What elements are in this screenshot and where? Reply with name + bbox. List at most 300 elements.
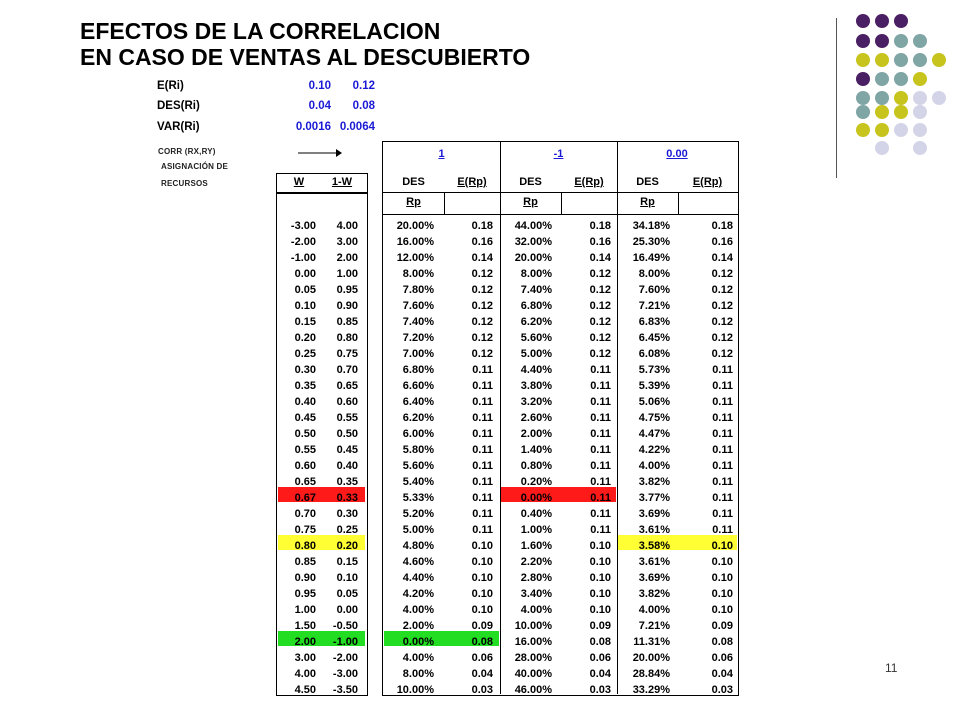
cell-erp-corr-pos: 0.11	[472, 412, 493, 424]
cell-des-corr-pos: 4.00%	[402, 604, 434, 616]
param-label: VAR(Ri)	[157, 121, 200, 133]
cell-des-corr-pos: 6.20%	[402, 412, 434, 424]
decorative-dot	[913, 123, 927, 137]
cell-erp-corr-zero: 0.10	[711, 572, 733, 584]
cell-1-minus-w: 0.55	[336, 412, 358, 424]
cell-erp-corr-zero: 0.10	[711, 588, 733, 600]
cell-1-minus-w: 0.45	[336, 444, 358, 456]
cell-erp-corr-zero: 0.12	[711, 268, 733, 280]
column-divider	[678, 192, 679, 214]
cell-erp-corr-pos: 0.10	[471, 572, 493, 584]
cell-erp-corr-pos: 0.18	[471, 220, 493, 232]
cell-des-corr-neg: 1.00%	[520, 524, 552, 536]
cell-des-corr-zero: 11.31%	[633, 636, 670, 648]
decorative-dot	[856, 72, 870, 86]
cell-des-corr-pos: 7.00%	[402, 348, 434, 360]
cell-erp-corr-zero: 0.11	[712, 380, 733, 392]
cell-erp-corr-pos: 0.11	[472, 364, 493, 376]
cell-erp-corr-neg: 0.10	[589, 556, 611, 568]
cell-w: 1.00	[294, 604, 316, 616]
cell-erp-corr-neg: 0.11	[590, 476, 611, 488]
param-row	[157, 121, 377, 137]
cell-erp-corr-pos: 0.11	[472, 460, 493, 472]
cell-erp-corr-neg: 0.12	[589, 268, 611, 280]
cell-erp-corr-zero: 0.06	[711, 652, 733, 664]
cell-erp-corr-pos: 0.08	[471, 636, 493, 648]
cell-des-corr-neg: 4.00%	[520, 604, 552, 616]
cell-des-corr-neg: 44.00%	[514, 220, 552, 232]
cell-1-minus-w: 0.95	[336, 284, 358, 296]
cell-1-minus-w: 1.00	[336, 268, 358, 280]
cell-1-minus-w: 0.05	[336, 588, 358, 600]
cell-des-corr-neg: 4.40%	[520, 364, 552, 376]
cell-des-corr-pos: 0.00%	[402, 636, 434, 648]
cell-erp-corr-neg: 0.18	[589, 220, 611, 232]
cell-des-corr-neg: 10.00%	[514, 620, 552, 632]
cell-w: 0.25	[294, 348, 316, 360]
cell-w: -2.00	[290, 236, 316, 248]
cell-des-corr-zero: 3.82%	[638, 476, 670, 488]
cell-des-corr-neg: 6.80%	[520, 300, 552, 312]
recursos-label: RECURSOS	[161, 179, 208, 188]
cell-erp-corr-zero: 0.10	[711, 540, 733, 552]
column-divider	[444, 192, 445, 214]
cell-des-corr-neg: 3.20%	[520, 396, 552, 408]
cell-1-minus-w: 0.00	[336, 604, 358, 616]
corr-label: CORR (RX,RY)	[158, 147, 216, 156]
cell-des-corr-zero: 25.30%	[632, 236, 670, 248]
header-rp: Rp	[523, 196, 538, 208]
decorative-dot	[932, 91, 946, 105]
decorative-dot	[856, 53, 870, 67]
cell-w: 1.50	[294, 620, 316, 632]
cell-erp-corr-pos: 0.10	[471, 604, 493, 616]
page-number: 11	[885, 661, 898, 675]
cell-des-corr-neg: 32.00%	[514, 236, 552, 248]
cell-1-minus-w: 4.00	[336, 220, 358, 232]
cell-erp-corr-pos: 0.12	[471, 316, 493, 328]
cell-w: 0.35	[294, 380, 316, 392]
header-des: DES	[519, 176, 542, 188]
cell-w: 0.80	[294, 540, 316, 552]
cell-erp-corr-neg: 0.10	[589, 588, 611, 600]
cell-w: 4.00	[294, 668, 316, 680]
param-value-y: 0.12	[352, 80, 375, 92]
cell-w: 0.40	[294, 396, 316, 408]
cell-1-minus-w: 0.15	[336, 556, 358, 568]
cell-des-corr-pos: 5.33%	[402, 492, 434, 504]
cell-w: 0.10	[294, 300, 316, 312]
cell-erp-corr-neg: 0.03	[589, 684, 611, 696]
decorative-dot	[856, 123, 870, 137]
cell-w: 2.00	[294, 636, 316, 648]
decorative-dot	[875, 14, 889, 28]
cell-des-corr-neg: 2.60%	[520, 412, 552, 424]
cell-w: 0.45	[294, 412, 316, 424]
corr-value-zero: 0.00	[666, 148, 688, 160]
decorative-dot	[875, 105, 889, 119]
cell-des-corr-zero: 3.77%	[638, 492, 670, 504]
param-label: E(Ri)	[157, 80, 184, 92]
cell-erp-corr-neg: 0.09	[589, 620, 611, 632]
cell-erp-corr-pos: 0.06	[471, 652, 493, 664]
param-value-x: 0.0016	[295, 121, 331, 133]
cell-1-minus-w: -2.00	[332, 652, 358, 664]
cell-w: 0.90	[294, 572, 316, 584]
cell-1-minus-w: 0.50	[336, 428, 358, 440]
cell-1-minus-w: 2.00	[336, 252, 358, 264]
cell-erp-corr-zero: 0.12	[711, 348, 733, 360]
cell-1-minus-w: -3.50	[332, 684, 358, 696]
cell-erp-corr-zero: 0.11	[712, 460, 733, 472]
cell-des-corr-neg: 7.40%	[520, 284, 552, 296]
cell-erp-corr-neg: 0.11	[590, 492, 611, 504]
cell-erp-corr-pos: 0.12	[471, 348, 493, 360]
cell-des-corr-pos: 4.00%	[402, 652, 434, 664]
asignacion-label: ASIGNACIÓN DE	[161, 162, 229, 171]
cell-erp-corr-zero: 0.12	[711, 300, 733, 312]
param-value-y: 0.0064	[339, 121, 375, 133]
decorative-dot	[875, 72, 889, 86]
cell-w: 4.50	[294, 684, 316, 696]
header-des: DES	[636, 176, 659, 188]
cell-des-corr-pos: 12.00%	[396, 252, 434, 264]
cell-des-corr-pos: 16.00%	[396, 236, 434, 248]
cell-erp-corr-zero: 0.12	[711, 316, 733, 328]
cell-erp-corr-neg: 0.10	[589, 604, 611, 616]
param-value-y: 0.08	[352, 100, 375, 112]
cell-des-corr-pos: 5.80%	[402, 444, 434, 456]
cell-erp-corr-zero: 0.09	[711, 620, 733, 632]
cell-des-corr-neg: 5.00%	[520, 348, 552, 360]
cell-des-corr-zero: 5.06%	[638, 396, 670, 408]
cell-w: 0.15	[294, 316, 316, 328]
cell-des-corr-pos: 4.60%	[402, 556, 434, 568]
cell-erp-corr-pos: 0.11	[472, 396, 493, 408]
cell-erp-corr-neg: 0.06	[589, 652, 611, 664]
cell-w: 0.50	[294, 428, 316, 440]
cell-erp-corr-zero: 0.16	[711, 236, 733, 248]
cell-erp-corr-neg: 0.16	[589, 236, 611, 248]
cell-des-corr-pos: 6.60%	[402, 380, 434, 392]
decorative-dot	[894, 91, 908, 105]
decorative-divider	[836, 18, 837, 178]
cell-des-corr-zero: 3.61%	[638, 556, 670, 568]
cell-erp-corr-neg: 0.11	[590, 364, 611, 376]
cell-erp-corr-neg: 0.14	[589, 252, 611, 264]
cell-des-corr-neg: 2.00%	[520, 428, 552, 440]
cell-erp-corr-neg: 0.04	[589, 668, 611, 680]
cell-des-corr-neg: 16.00%	[514, 636, 552, 648]
cell-erp-corr-pos: 0.11	[472, 428, 493, 440]
cell-erp-corr-zero: 0.11	[712, 396, 733, 408]
cell-erp-corr-pos: 0.10	[471, 540, 493, 552]
header-erp: E(Rp)	[692, 176, 723, 188]
decorative-dot	[913, 91, 927, 105]
cell-des-corr-zero: 5.73%	[638, 364, 670, 376]
cell-erp-corr-pos: 0.12	[471, 284, 493, 296]
cell-w: 0.75	[294, 524, 316, 536]
decorative-dot	[913, 141, 927, 155]
cell-1-minus-w: 0.25	[336, 524, 358, 536]
cell-1-minus-w: 0.65	[336, 380, 358, 392]
cell-erp-corr-zero: 0.18	[711, 220, 733, 232]
cell-des-corr-neg: 3.40%	[520, 588, 552, 600]
cell-w: 0.30	[294, 364, 316, 376]
decorative-dot	[894, 123, 908, 137]
cell-des-corr-zero: 4.22%	[638, 444, 670, 456]
cell-des-corr-zero: 7.21%	[638, 620, 670, 632]
cell-des-corr-neg: 0.20%	[520, 476, 552, 488]
cell-1-minus-w: -0.50	[332, 620, 358, 632]
cell-des-corr-pos: 6.40%	[402, 396, 434, 408]
cell-des-corr-neg: 0.00%	[520, 492, 552, 504]
param-label: DES(Ri)	[157, 100, 200, 112]
cell-des-corr-pos: 4.20%	[402, 588, 434, 600]
cell-erp-corr-neg: 0.12	[589, 348, 611, 360]
cell-erp-corr-zero: 0.11	[712, 524, 733, 536]
corr-value-negative: -1	[553, 148, 564, 160]
cell-des-corr-zero: 4.00%	[638, 460, 670, 472]
cell-des-corr-pos: 8.00%	[402, 268, 434, 280]
cell-w: 0.65	[294, 476, 316, 488]
cell-erp-corr-pos: 0.03	[471, 684, 493, 696]
cell-des-corr-zero: 3.69%	[638, 508, 670, 520]
cell-erp-corr-neg: 0.11	[590, 396, 611, 408]
decorative-dot	[856, 14, 870, 28]
cell-des-corr-neg: 5.60%	[520, 332, 552, 344]
cell-erp-corr-neg: 0.11	[590, 508, 611, 520]
param-row	[157, 100, 377, 116]
cell-erp-corr-zero: 0.11	[712, 508, 733, 520]
cell-des-corr-zero: 33.29%	[632, 684, 670, 696]
cell-1-minus-w: 0.60	[336, 396, 358, 408]
slide-title	[80, 18, 530, 70]
cell-erp-corr-pos: 0.11	[472, 492, 493, 504]
cell-1-minus-w: 0.33	[336, 492, 358, 504]
cell-des-corr-zero: 7.60%	[638, 284, 670, 296]
cell-erp-corr-neg: 0.12	[589, 300, 611, 312]
cell-des-corr-pos: 7.60%	[402, 300, 434, 312]
cell-des-corr-zero: 28.84%	[632, 668, 670, 680]
cell-w: -1.00	[290, 252, 316, 264]
cell-erp-corr-zero: 0.14	[711, 252, 733, 264]
decorative-dot	[875, 91, 889, 105]
cell-erp-corr-pos: 0.10	[471, 588, 493, 600]
cell-erp-corr-pos: 0.16	[471, 236, 493, 248]
cell-des-corr-zero: 6.45%	[638, 332, 670, 344]
cell-erp-corr-zero: 0.10	[711, 556, 733, 568]
cell-des-corr-zero: 20.00%	[632, 652, 670, 664]
cell-des-corr-pos: 6.00%	[402, 428, 434, 440]
cell-des-corr-neg: 20.00%	[514, 252, 552, 264]
cell-w: 0.05	[294, 284, 316, 296]
cell-erp-corr-neg: 0.11	[590, 460, 611, 472]
cell-erp-corr-neg: 0.11	[590, 428, 611, 440]
decorative-dot	[856, 34, 870, 48]
cell-des-corr-neg: 6.20%	[520, 316, 552, 328]
cell-w: 0.85	[294, 556, 316, 568]
cell-erp-corr-zero: 0.11	[712, 444, 733, 456]
cell-erp-corr-pos: 0.14	[471, 252, 493, 264]
cell-w: 0.00	[294, 268, 316, 280]
cell-erp-corr-pos: 0.12	[471, 300, 493, 312]
decorative-dot	[875, 141, 889, 155]
title-line-1: EFECTOS DE LA CORRELACION	[80, 18, 441, 44]
cell-w: 3.00	[294, 652, 316, 664]
cell-des-corr-pos: 7.40%	[402, 316, 434, 328]
header-erp: E(Rp)	[457, 176, 487, 188]
decorative-dot	[856, 91, 870, 105]
cell-1-minus-w: 0.75	[336, 348, 358, 360]
cell-1-minus-w: 0.20	[336, 540, 358, 552]
results-data-box	[382, 214, 739, 696]
cell-des-corr-neg: 28.00%	[514, 652, 552, 664]
cell-1-minus-w: 0.85	[336, 316, 358, 328]
cell-des-corr-pos: 7.80%	[402, 284, 434, 296]
cell-des-corr-zero: 3.82%	[638, 588, 670, 600]
cell-erp-corr-neg: 0.11	[590, 380, 611, 392]
cell-des-corr-pos: 6.80%	[402, 364, 434, 376]
cell-erp-corr-pos: 0.12	[471, 268, 493, 280]
cell-1-minus-w: -3.00	[332, 668, 358, 680]
cell-des-corr-zero: 3.69%	[638, 572, 670, 584]
cell-erp-corr-zero: 0.10	[711, 604, 733, 616]
cell-des-corr-zero: 5.39%	[638, 380, 670, 392]
cell-erp-corr-pos: 0.09	[471, 620, 493, 632]
cell-des-corr-pos: 10.00%	[396, 684, 434, 696]
cell-1-minus-w: 0.70	[336, 364, 358, 376]
decorative-dot	[913, 72, 927, 86]
decorative-dot	[875, 34, 889, 48]
cell-erp-corr-neg: 0.08	[589, 636, 611, 648]
decorative-dot	[875, 53, 889, 67]
header-erp: E(Rp)	[574, 176, 604, 188]
header-w: W	[293, 176, 305, 188]
cell-des-corr-neg: 2.20%	[520, 556, 552, 568]
decorative-dot	[856, 105, 870, 119]
cell-des-corr-zero: 3.58%	[638, 540, 670, 552]
cell-des-corr-neg: 0.80%	[520, 460, 552, 472]
cell-des-corr-pos: 8.00%	[402, 668, 434, 680]
decorative-dot	[894, 53, 908, 67]
cell-erp-corr-neg: 0.11	[590, 412, 611, 424]
decorative-dot	[894, 105, 908, 119]
cell-des-corr-zero: 8.00%	[638, 268, 670, 280]
cell-des-corr-zero: 4.00%	[638, 604, 670, 616]
cell-des-corr-zero: 4.75%	[638, 412, 670, 424]
decorative-dot	[913, 34, 927, 48]
cell-erp-corr-neg: 0.12	[589, 332, 611, 344]
cell-des-corr-pos: 7.20%	[402, 332, 434, 344]
column-divider	[561, 192, 562, 214]
cell-erp-corr-zero: 0.03	[711, 684, 733, 696]
cell-des-corr-pos: 4.40%	[402, 572, 434, 584]
cell-erp-corr-pos: 0.11	[472, 508, 493, 520]
cell-1-minus-w: 0.90	[336, 300, 358, 312]
param-value-x: 0.10	[308, 80, 331, 92]
cell-des-corr-pos: 5.60%	[402, 460, 434, 472]
cell-erp-corr-pos: 0.11	[472, 444, 493, 456]
cell-des-corr-pos: 5.00%	[402, 524, 434, 536]
arrow-right-icon	[298, 148, 342, 158]
cell-erp-corr-pos: 0.11	[472, 380, 493, 392]
param-row	[157, 80, 377, 96]
cell-des-corr-zero: 4.47%	[638, 428, 670, 440]
cell-erp-corr-neg: 0.11	[590, 524, 611, 536]
param-value-x: 0.04	[308, 100, 331, 112]
header-rule	[383, 192, 738, 193]
cell-1-minus-w: 0.10	[336, 572, 358, 584]
cell-des-corr-neg: 1.60%	[520, 540, 552, 552]
cell-erp-corr-zero: 0.11	[712, 412, 733, 424]
cell-des-corr-neg: 2.80%	[520, 572, 552, 584]
cell-des-corr-neg: 8.00%	[520, 268, 552, 280]
cell-erp-corr-neg: 0.12	[589, 284, 611, 296]
cell-des-corr-pos: 4.80%	[402, 540, 434, 552]
cell-w: 0.55	[294, 444, 316, 456]
cell-des-corr-neg: 3.80%	[520, 380, 552, 392]
cell-w: 0.67	[294, 492, 316, 504]
cell-des-corr-neg: 1.40%	[520, 444, 552, 456]
cell-des-corr-zero: 16.49%	[632, 252, 670, 264]
cell-des-corr-pos: 2.00%	[402, 620, 434, 632]
cell-erp-corr-neg: 0.10	[589, 572, 611, 584]
header-des: DES	[402, 176, 425, 188]
header-1-minus-w: 1-W	[331, 176, 353, 188]
cell-des-corr-zero: 7.21%	[638, 300, 670, 312]
cell-1-minus-w: 0.80	[336, 332, 358, 344]
cell-des-corr-pos: 5.40%	[402, 476, 434, 488]
cell-erp-corr-neg: 0.10	[589, 540, 611, 552]
cell-des-corr-zero: 3.61%	[638, 524, 670, 536]
cell-des-corr-pos: 20.00%	[396, 220, 434, 232]
cell-1-minus-w: 0.30	[336, 508, 358, 520]
cell-erp-corr-zero: 0.04	[711, 668, 733, 680]
cell-des-corr-pos: 5.20%	[402, 508, 434, 520]
header-rp: Rp	[640, 196, 655, 208]
cell-w: 0.20	[294, 332, 316, 344]
title-line-2: EN CASO DE VENTAS AL DESCUBIERTO	[80, 44, 531, 70]
decorative-dot	[913, 53, 927, 67]
cell-w: -3.00	[290, 220, 316, 232]
cell-erp-corr-zero: 0.11	[712, 364, 733, 376]
cell-des-corr-neg: 46.00%	[514, 684, 552, 696]
cell-erp-corr-zero: 0.08	[711, 636, 733, 648]
cell-erp-corr-pos: 0.12	[471, 332, 493, 344]
decorative-dot	[913, 105, 927, 119]
cell-w: 0.95	[294, 588, 316, 600]
cell-erp-corr-zero: 0.11	[712, 476, 733, 488]
cell-des-corr-neg: 40.00%	[514, 668, 552, 680]
cell-w: 0.60	[294, 460, 316, 472]
cell-1-minus-w: 3.00	[336, 236, 358, 248]
cell-erp-corr-zero: 0.11	[712, 492, 733, 504]
cell-erp-corr-zero: 0.12	[711, 332, 733, 344]
cell-erp-corr-pos: 0.10	[471, 556, 493, 568]
cell-erp-corr-zero: 0.12	[711, 284, 733, 296]
cell-erp-corr-pos: 0.11	[472, 476, 493, 488]
cell-1-minus-w: 0.40	[336, 460, 358, 472]
cell-erp-corr-pos: 0.11	[472, 524, 493, 536]
cell-1-minus-w: 0.35	[336, 476, 358, 488]
cell-erp-corr-neg: 0.11	[590, 444, 611, 456]
cell-erp-corr-zero: 0.11	[712, 428, 733, 440]
cell-w: 0.70	[294, 508, 316, 520]
cell-erp-corr-pos: 0.04	[471, 668, 493, 680]
cell-des-corr-zero: 34.18%	[632, 220, 670, 232]
decorative-dot	[894, 34, 908, 48]
